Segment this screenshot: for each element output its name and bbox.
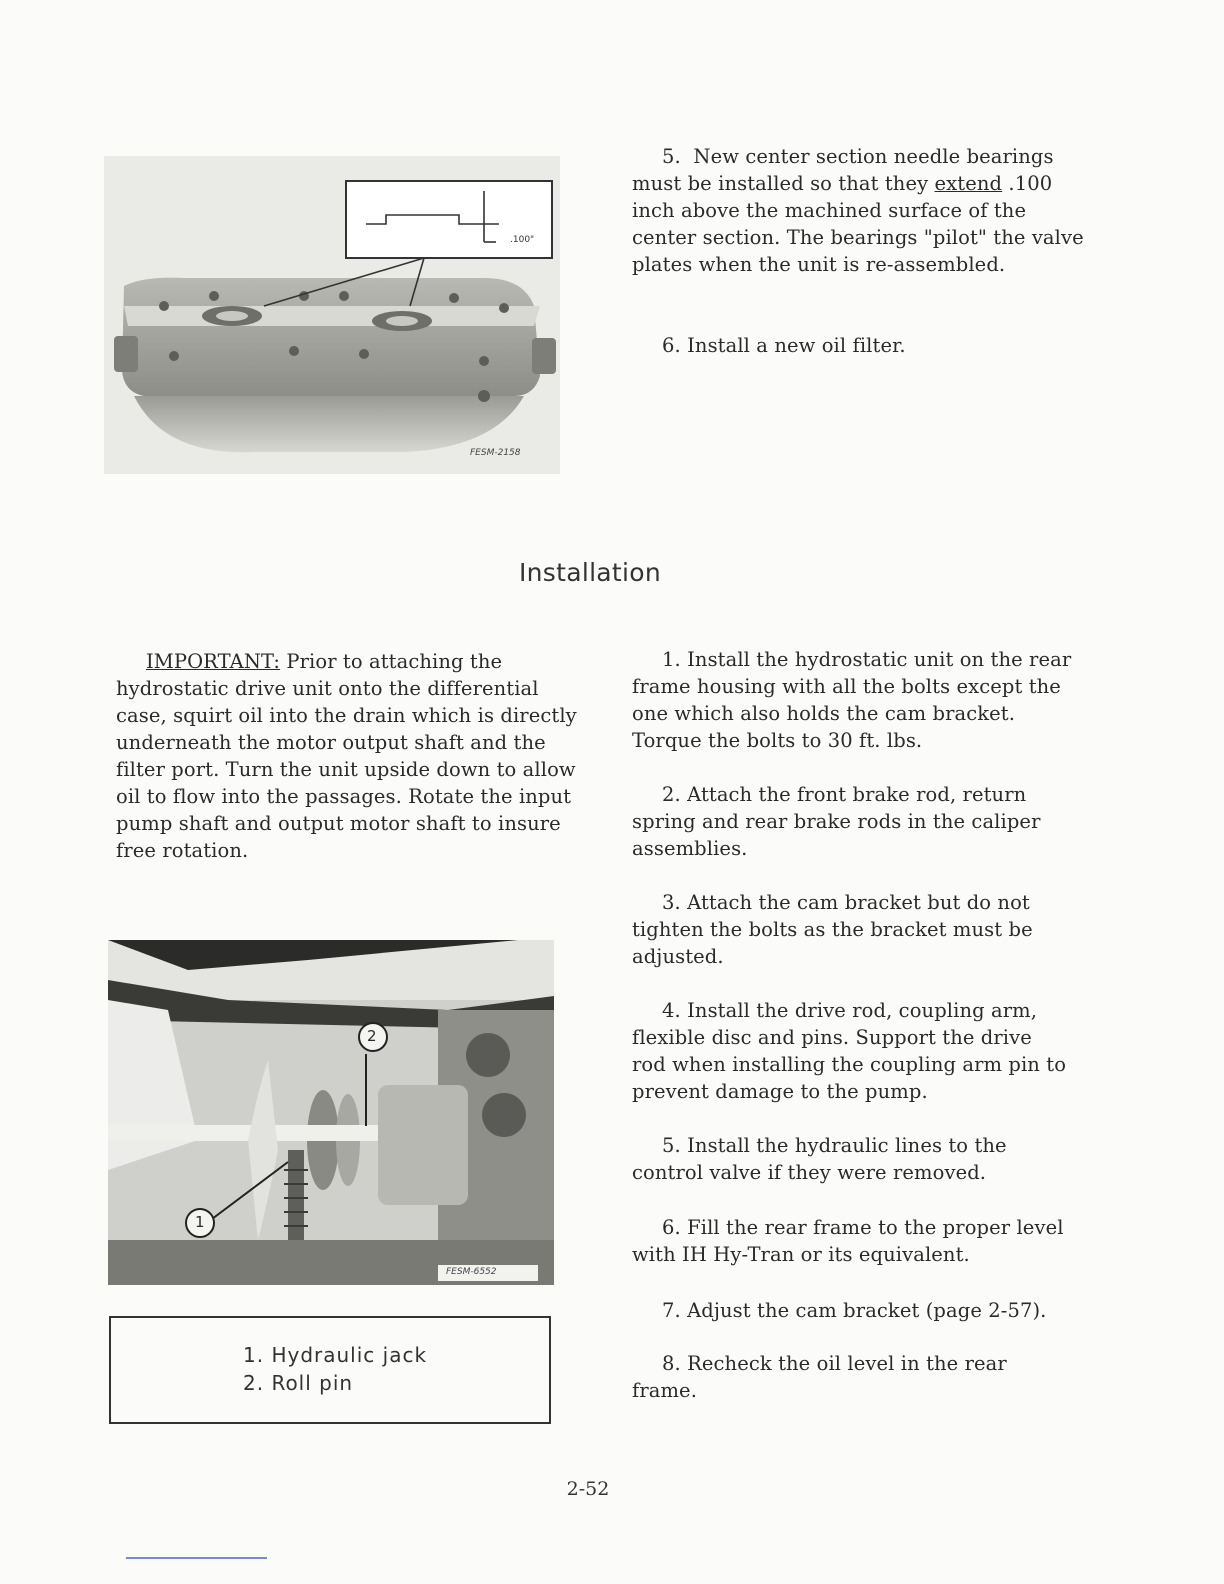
center-section-illustration [104, 156, 560, 474]
figure-code: FESM-2158 [470, 448, 521, 458]
step-6-oil-filter: 6. Install a new oil filter. [662, 334, 906, 357]
installation-step-3: 3. Attach the cam bracket but do not tighten the bolts as the bracket must be adjusted. [632, 891, 1033, 968]
callout-1: 1 [195, 1213, 205, 1231]
installation-step-2: 2. Attach the front brake rod, return spring and rear brake rods in the caliper assemblies. [632, 783, 1041, 860]
figure-installation-photo [108, 940, 554, 1285]
important-note [116, 648, 580, 864]
installation-photo-illustration [108, 940, 554, 1285]
callout-2: 2 [367, 1027, 377, 1045]
dimension-label: .100" [510, 235, 535, 245]
section-heading: Installation [518, 558, 662, 587]
installation-step-1: 1. Install the hydrostatic unit on the rear frame housing with all the bolts except the one which also holds the cam bracket. Torque the bolts to 30 ft. lbs. [632, 648, 1072, 752]
important-text: Prior to attaching the hydrostatic drive unit onto the differential case, squirt oil into the drain which is directly underneath the motor output shaft and the filter port. Turn the unit upside down to allow oil to flow into the passages. Rotate the input pump shaft and output motor shaft to insure free rotation. [116, 650, 577, 862]
step-5-number: 5. [662, 145, 681, 168]
legend-item-hydraulic-jack: 1. Hydraulic jack [243, 1343, 428, 1367]
step-5-text-pre: New center section needle bearings must be installed so that they [632, 145, 1054, 195]
installation-step-7: 7. Adjust the cam bracket (page 2-57). [662, 1299, 1047, 1322]
important-label: IMPORTANT: [146, 650, 281, 673]
step-5-text-post: .100 inch above the machined surface of the center section. The bearings "pilot" the valve plates when the unit is re-assembled. [632, 172, 1084, 276]
figure-code: FESM-6552 [446, 1267, 497, 1277]
figure-center-section [104, 156, 560, 474]
installation-step-8: 8. Recheck the oil level in the rear frame. [632, 1352, 1007, 1402]
legend-item-roll-pin: 2. Roll pin [243, 1371, 354, 1395]
step-5-underlined: extend [934, 172, 1003, 195]
installation-step-6: 6. Fill the rear frame to the proper level with IH Hy-Tran or its equivalent. [632, 1216, 1064, 1266]
step-5-needle-bearings [632, 143, 1092, 278]
installation-step-4: 4. Install the drive rod, coupling arm, flexible disc and pins. Support the drive rod when installing the coupling arm pin to prevent damage to the pump. [632, 999, 1067, 1103]
bottom-rule [126, 1557, 267, 1559]
installation-step-5: 5. Install the hydraulic lines to the control valve if they were removed. [632, 1134, 1007, 1184]
page-number: 2-52 [566, 1478, 610, 1500]
figure-legend [109, 1316, 551, 1424]
